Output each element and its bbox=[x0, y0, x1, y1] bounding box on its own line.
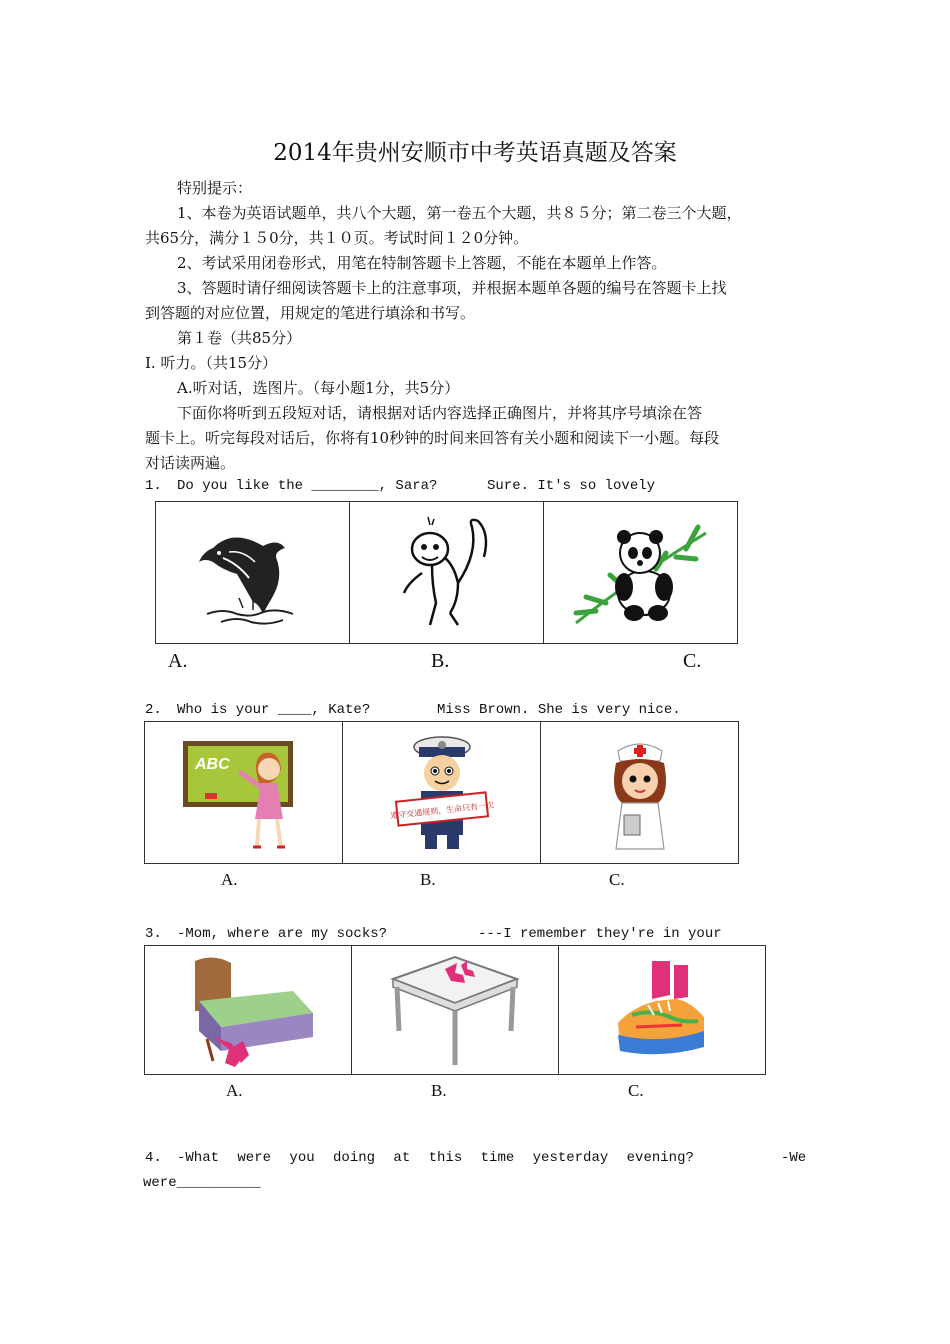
policeman-icon bbox=[387, 733, 497, 853]
question-2-picture-grid bbox=[144, 721, 739, 864]
question-1-option-c-picture bbox=[544, 502, 737, 643]
question-1-picture-grid bbox=[155, 501, 738, 644]
section-listening-heading: I. 听力。（共15分） bbox=[145, 354, 278, 372]
notice-item-1: 1、本卷为英语试题单，共八个大题，第一卷五个大题，共８５分；第二卷三个大题， bbox=[177, 204, 742, 222]
instructions-line-3: 对话读两遍。 bbox=[145, 454, 236, 472]
subsection-a-heading: A.听对话，选图片。（每小题1分，共5分） bbox=[177, 379, 460, 397]
question-3-option-c[interactable]: C. bbox=[628, 1081, 644, 1100]
question-2-option-b[interactable]: B. bbox=[420, 870, 436, 889]
question-2-option-b-picture bbox=[343, 722, 541, 863]
question-3-reply: ---I remember they're in your bbox=[478, 926, 722, 942]
panda-icon bbox=[566, 513, 716, 633]
notice-heading: 特别提示： bbox=[177, 179, 253, 197]
bed-icon bbox=[173, 951, 323, 1069]
teacher-icon bbox=[179, 733, 309, 853]
question-2-prompt: Who is your ____, Kate? bbox=[177, 702, 371, 718]
question-2-option-c[interactable]: C. bbox=[609, 870, 625, 889]
question-1-option-b-picture bbox=[350, 502, 544, 643]
question-3-number: 3. bbox=[145, 926, 162, 942]
question-4-prompt: -What were you doing at this time yesterday evening? bbox=[177, 1150, 694, 1166]
question-1-option-a[interactable]: A. bbox=[168, 650, 188, 672]
shoes-icon bbox=[612, 955, 712, 1065]
question-4-continuation: were__________ bbox=[143, 1175, 261, 1191]
question-4-number: 4. bbox=[145, 1150, 162, 1166]
policeman-sign-text: 遵守交通规则，生命只有一次 bbox=[389, 800, 494, 820]
question-2-option-c-picture bbox=[541, 722, 738, 863]
board-text: ABC bbox=[194, 755, 230, 773]
question-3-option-c-picture bbox=[559, 946, 765, 1074]
notice-item-2: 2、考试采用闭卷形式，用笔在特制答题卡上答题，不能在本题单上作答。 bbox=[177, 254, 667, 272]
question-1-prompt: Do you like the ________, Sara? bbox=[177, 478, 438, 494]
page-title: 2014年贵州安顺市中考英语真题及答案 bbox=[273, 140, 677, 166]
instructions-line-2: 题卡上。听完每段对话后，你将有10秒钟的时间来回答有关小题和阅读下一小题。每段 bbox=[145, 429, 720, 447]
instructions-line-1: 下面你将听到五段短对话，请根据对话内容选择正确图片，并将其序号填涂在答 bbox=[177, 404, 703, 422]
question-1-option-c[interactable]: C. bbox=[683, 650, 702, 672]
question-3-option-b[interactable]: B. bbox=[431, 1081, 447, 1100]
question-1-number: 1. bbox=[145, 478, 162, 494]
notice-item-3-cont: 到答题的对应位置，用规定的笔进行填涂和书写。 bbox=[145, 304, 476, 322]
question-3-option-b-picture bbox=[352, 946, 559, 1074]
question-3-picture-grid bbox=[144, 945, 766, 1075]
question-1-option-b[interactable]: B. bbox=[431, 650, 450, 672]
question-2-option-a[interactable]: A. bbox=[221, 870, 238, 889]
question-3-option-a-picture bbox=[145, 946, 352, 1074]
dolphin-icon bbox=[193, 518, 313, 628]
monkey-icon bbox=[392, 513, 502, 633]
nurse-icon bbox=[590, 733, 690, 853]
notice-item-3: 3、答题时请仔细阅读答题卡上的注意事项，并根据本题单各题的编号在答题卡上找 bbox=[177, 279, 727, 297]
table-icon bbox=[385, 951, 525, 1069]
question-3-prompt: -Mom, where are my socks? bbox=[177, 926, 388, 942]
notice-item-1-cont: 共65分，满分１５0分，共１０页。考试时间１２0分钟。 bbox=[145, 229, 529, 247]
question-4-reply: -We bbox=[781, 1150, 807, 1166]
question-2-option-a-picture bbox=[145, 722, 343, 863]
part-1-heading: 第１卷（共85分） bbox=[177, 329, 302, 347]
question-1-reply: Sure. It's so lovely bbox=[487, 478, 656, 494]
question-2-number: 2. bbox=[145, 702, 162, 718]
question-1-option-a-picture bbox=[156, 502, 350, 643]
question-2-reply: Miss Brown. She is very nice. bbox=[437, 702, 681, 718]
question-3-option-a[interactable]: A. bbox=[226, 1081, 243, 1100]
